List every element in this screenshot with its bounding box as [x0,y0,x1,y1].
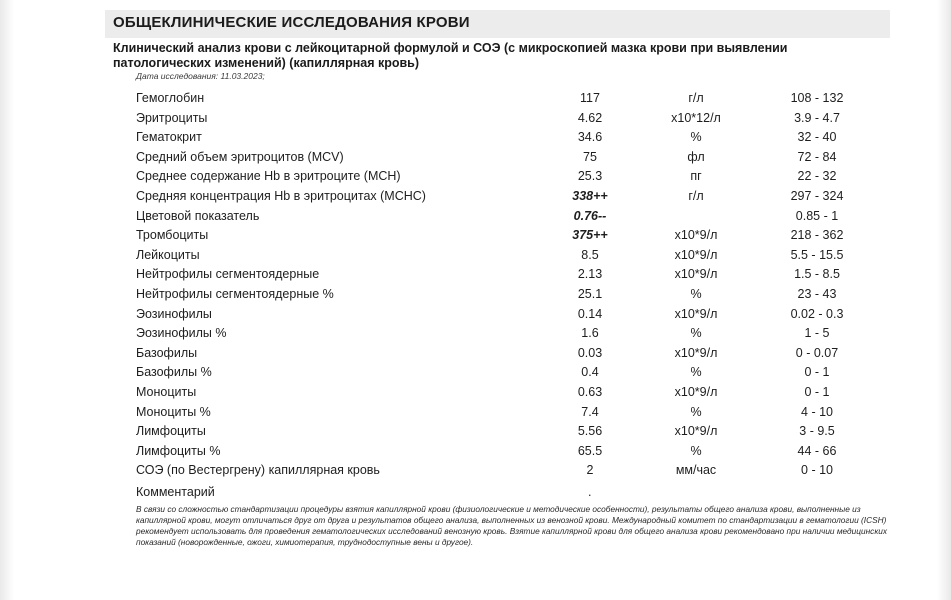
result-unit: x10*9/л [674,424,718,439]
result-unit: x10*9/л [674,384,718,399]
result-name: Нейтрофилы сегментоядерные % [136,286,334,301]
result-row [0,265,951,285]
result-value: 0.76-- [573,208,607,223]
result-name: Моноциты [136,384,197,399]
result-reference: 218 - 362 [790,228,844,243]
result-reference: 1.5 - 8.5 [794,267,840,282]
result-name: Лимфоциты [136,424,206,439]
result-reference: 0 - 1 [804,384,830,399]
result-row [0,226,951,246]
result-value: 0.03 [577,345,603,360]
result-row [0,167,951,187]
result-name: Среднее содержание Hb в эритроците (MCH) [136,169,401,184]
result-name: Нейтрофилы сегментоядерные [136,267,320,282]
result-row [0,285,951,305]
result-reference: 1 - 5 [804,326,830,341]
result-row [0,461,951,481]
result-value: 338++ [572,188,608,203]
result-unit: x10*12/л [671,110,721,125]
result-reference: 22 - 32 [797,169,837,184]
result-row [0,324,951,344]
result-value: 25.1 [577,286,603,301]
result-unit: x10*9/л [674,345,718,360]
result-reference: 44 - 66 [797,443,837,458]
result-reference: 0.02 - 0.3 [790,306,844,321]
result-unit: % [690,443,702,458]
result-unit: % [690,130,702,145]
result-row [0,89,951,109]
result-reference: 5.5 - 15.5 [790,247,844,262]
result-value: 1.6 [581,326,599,341]
result-unit: x10*9/л [674,267,718,282]
results-table [0,89,951,481]
result-row [0,305,951,325]
result-unit: мм/час [675,463,717,478]
result-reference: 0 - 0.07 [795,345,839,360]
result-unit: x10*9/л [674,247,718,262]
result-reference: 23 - 43 [797,286,837,301]
result-unit: г/л [688,188,704,203]
result-value: 4.62 [577,110,603,125]
result-unit: x10*9/л [674,228,718,243]
result-unit: x10*9/л [674,306,718,321]
result-unit: % [690,404,702,419]
result-name: Эозинофилы % [136,326,227,341]
result-name: Эозинофилы [136,306,212,321]
result-row [0,363,951,383]
result-row [0,148,951,168]
result-unit: % [690,365,702,380]
result-reference: 32 - 40 [797,130,837,145]
result-reference: 0 - 10 [801,463,833,478]
result-value: 34.6 [577,130,603,145]
result-name: Гемоглобин [136,91,205,105]
result-value: 0.14 [577,306,603,321]
result-value: 0.63 [577,384,603,399]
result-row [0,128,951,148]
result-value: 25.3 [577,169,603,184]
result-name: Базофилы % [136,365,212,380]
result-unit: фл [687,149,705,164]
result-row [0,383,951,403]
result-reference: 3 - 9.5 [799,424,835,439]
result-row [0,422,951,442]
result-value: 7.4 [581,404,599,419]
result-value: 117 [580,91,600,105]
result-name: Средняя концентрация Hb в эритроцитах (MCHC) [136,188,426,203]
result-row [0,187,951,207]
result-reference: 297 - 324 [790,188,844,203]
test-subtitle: Клинический анализ крови с лейкоцитарной формулой и СОЭ (с микроскопией мазка крови при выявлении патологических изменений) (капиллярная кровь) [113,41,788,70]
comment-value: . [588,485,592,499]
footnote: В связи со сложностью стандартизации процедуры взятия капиллярной крови (физиологические и методические особенности), результаты общего анализа крови, выполненные из капиллярной крови, могут отличаться друг от друга и результатов общего анализа, выполненных из венозной крови. Международный комитет по стандартизации в гематологии (ICSH) рекомендует использовать для проведения гематологических исследований венозную кровь. Взятие капиллярной крови для общего анализа крови рекомендовано при наличии медицинских показаний (новорожденные, ожоги, химиотерапия, труднодоступные вены и другое). [136,504,888,547]
result-value: 8.5 [581,247,599,262]
result-name: Тромбоциты [136,228,209,243]
result-value: 65.5 [577,443,603,458]
result-unit: % [690,286,702,301]
comment-label: Комментарий [136,485,215,499]
result-row [0,246,951,266]
section-title: ОБЩЕКЛИНИЧЕСКИЕ ИССЛЕДОВАНИЯ КРОВИ [113,14,470,31]
result-row [0,344,951,364]
result-reference: 3.9 - 4.7 [794,110,840,125]
result-reference: 72 - 84 [797,149,837,164]
study-date: Дата исследования: 11.03.2023; [136,71,265,81]
result-value: 5.56 [577,424,603,439]
result-row [0,403,951,423]
result-unit: % [690,326,702,341]
result-value: 75 [583,149,597,164]
result-name: Цветовой показатель [136,208,260,223]
result-reference: 4 - 10 [801,404,833,419]
result-value: 375++ [572,228,608,243]
result-reference: 108 - 132 [790,91,844,105]
result-unit: пг [690,169,702,184]
result-row [0,109,951,129]
result-reference: 0.85 - 1 [795,208,839,223]
result-value: 2.13 [577,267,603,282]
result-unit: г/л [688,91,704,105]
result-value: 0.4 [581,365,599,380]
result-name: СОЭ (по Вестергрену) капиллярная кровь [136,463,380,478]
result-name: Моноциты % [136,404,211,419]
result-row [0,207,951,227]
result-value: 2 [586,463,594,478]
result-name: Лейкоциты [136,247,200,262]
result-reference: 0 - 1 [804,365,830,380]
result-row [0,442,951,462]
result-name: Базофилы [136,345,198,360]
result-name: Эритроциты [136,110,208,125]
result-name: Лимфоциты % [136,443,221,458]
result-name: Гематокрит [136,130,202,145]
result-name: Средний объем эритроцитов (MCV) [136,149,344,164]
